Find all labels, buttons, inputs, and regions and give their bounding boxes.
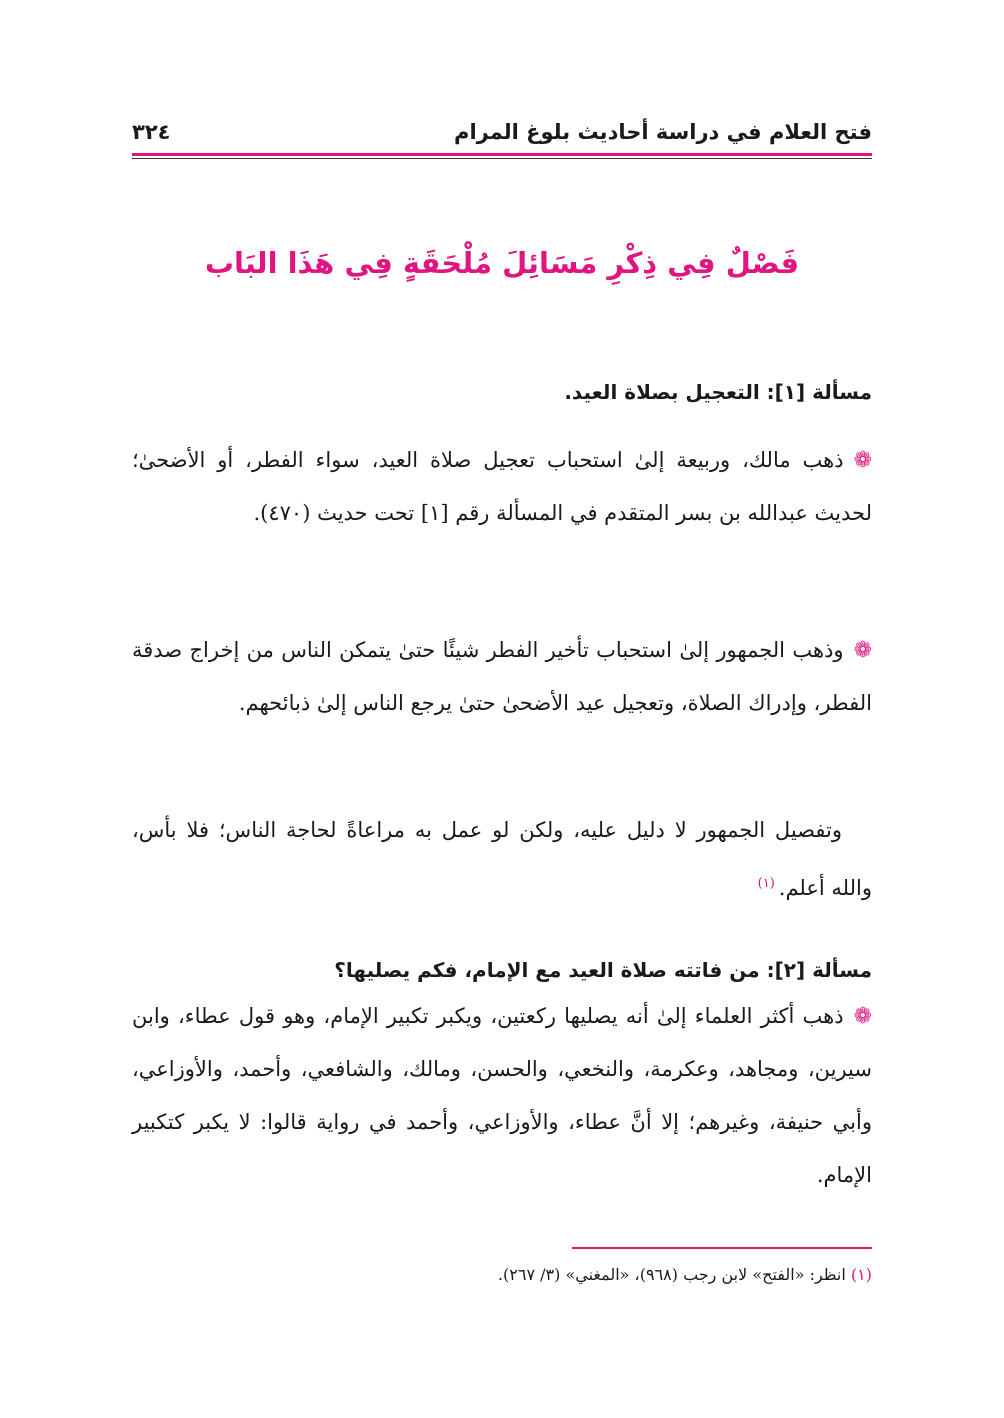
footnote (132, 1260, 872, 1290)
issue-1-paragraph-1 (132, 434, 872, 540)
issue-1-paragraph-2 (132, 624, 872, 730)
footnote-number: (١) (850, 1265, 872, 1284)
footnote-marker: (١) (757, 876, 775, 891)
flower-ornament-icon: ❁ (853, 448, 872, 473)
footnote-text: انظر: «الفتح» لابن رجب (٩٦٨)، «المغني» (٣/ ٢٦٧). (497, 1265, 846, 1284)
flower-ornament-icon: ❁ (853, 1004, 872, 1029)
issue-2-heading: مسألة [٢]: من فاتته صلاة العيد مع الإمام، فكم يصليها؟ (334, 958, 872, 982)
running-header (132, 112, 872, 152)
header-rule-accent (132, 153, 872, 156)
issue-1-heading: مسألة [١]: التعجيل بصلاة العيد. (564, 380, 872, 404)
issue-2-paragraph-1-text: ذهب أكثر العلماء إلىٰ أنه يصليها ركعتين، ويكبر تكبير الإمام، وهو قول عطاء، وابن سيرين، ومجاهد، وعكرمة، والنخعي، والحسن، ومالك، والشافعي، وأحمد، والأوزاعي، وأبي حنيفة، وغيرهم؛ إلا أنَّ عطاء، والأوزاعي، وأحمد في رواية قالوا: لا يكبر كتكبير الإمام. (132, 1004, 872, 1187)
book-title: فتح العلام في دراسة أحاديث بلوغ المرام (454, 120, 872, 144)
issue-1-paragraph-2-text: وذهب الجمهور إلىٰ استحباب تأخير الفطر شيئًا حتىٰ يتمكن الناس من إخراج صدقة الفطر، وإدراك الصلاة، وتعجيل عيد الأضحىٰ حتىٰ يرجع الناس إلىٰ ذبائحهم. (132, 638, 872, 715)
chapter-title: فَصْلٌ فِي ذِكْرِ مَسَائِلَ مُلْحَقَةٍ فِي هَذَا البَاب (204, 246, 800, 280)
page-number: ٣٢٤ (132, 120, 171, 144)
flower-ornament-icon: ❁ (853, 638, 872, 663)
issue-1-paragraph-3-text: وتفصيل الجمهور لا دليل عليه، ولكن لو عمل به مراعاةً لحاجة الناس؛ فلا بأس، والله أعلم. (132, 818, 872, 900)
footnote-separator (572, 1247, 872, 1249)
issue-1-paragraph-1-text: ذهب مالك، وربيعة إلىٰ استحباب تعجيل صلاة العيد، سواء الفطر، أو الأضحىٰ؛ لحديث عبدالله بن بسر المتقدم في المسألة رقم [١] تحت حديث (٤٧٠). (132, 448, 872, 525)
issue-1-paragraph-3 (132, 804, 872, 915)
header-rule (132, 158, 872, 159)
issue-2-paragraph-1 (132, 990, 872, 1202)
